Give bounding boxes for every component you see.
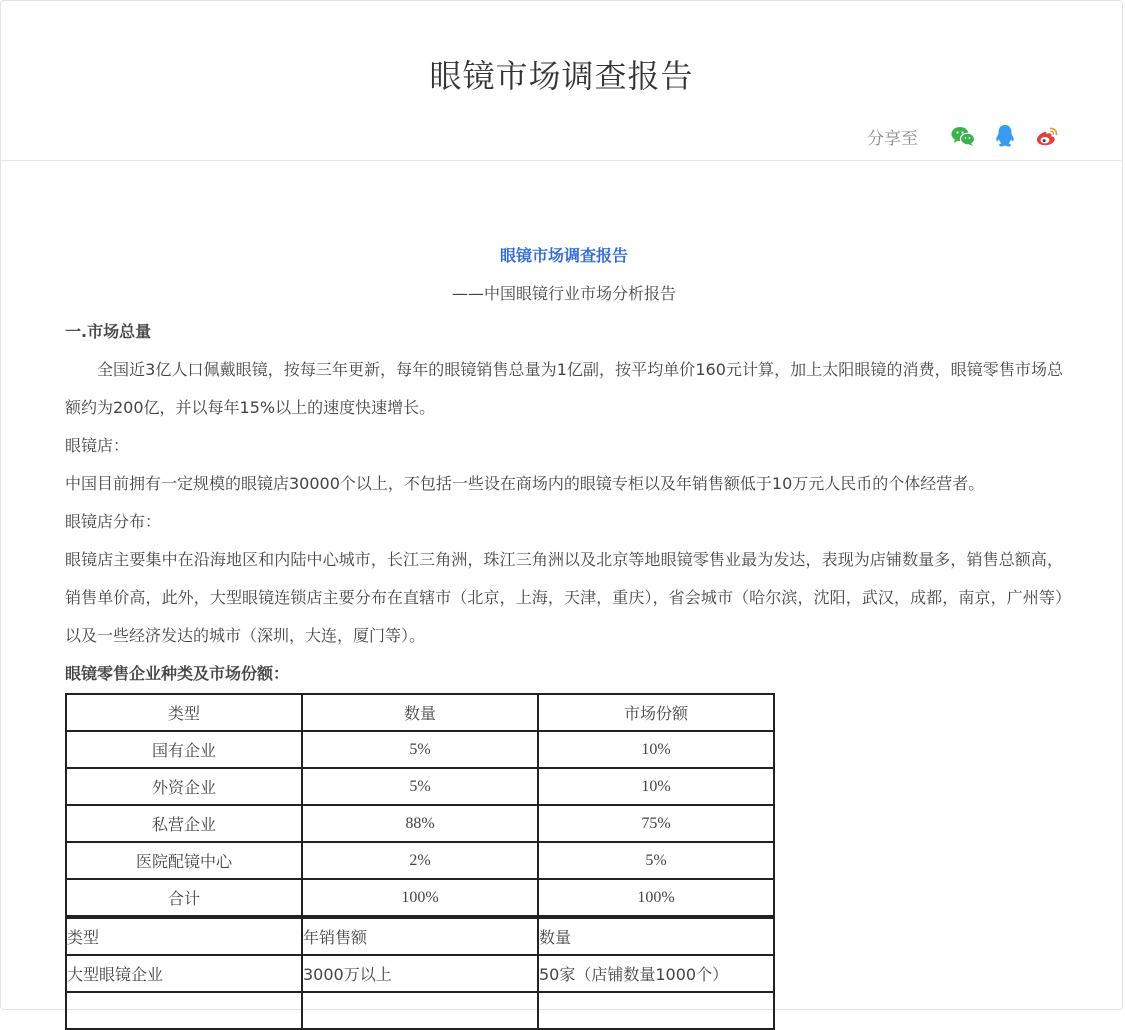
table-header-cell: 类型 xyxy=(66,694,302,731)
paragraph-market-total: 全国近3亿人口佩戴眼镜，按每三年更新，每年的眼镜销售总量为1亿副，按平均单价160元计算，加上太阳眼镜的消费，眼镜零售市场总额约为200亿，并以每年15%以上的速度快速增长。 xyxy=(65,360,1063,417)
table-cell: 100% xyxy=(302,879,538,916)
table-cell: 大型眼镜企业 xyxy=(66,955,302,992)
table-cell: 75% xyxy=(538,805,774,842)
table-cell: 2% xyxy=(302,842,538,879)
table-cell xyxy=(538,992,774,1029)
table-header-cell: 数量 xyxy=(538,918,774,955)
paragraph-stores: 中国目前拥有一定规模的眼镜店30000个以上，不包括一些设在商场内的眼镜专柜以及年销售额低于10万元人民币的个体经营者。 xyxy=(65,474,985,493)
label-distribution: 眼镜店分布： xyxy=(65,512,162,531)
article-body xyxy=(65,237,1063,1030)
label-stores: 眼镜店： xyxy=(65,436,130,455)
table-cell: 88% xyxy=(302,805,538,842)
table-header-cell: 年销售额 xyxy=(302,918,538,955)
table-cell: 国有企业 xyxy=(66,731,302,768)
article-header xyxy=(1,1,1122,161)
table-cell: 合计 xyxy=(66,879,302,916)
table-cell: 私营企业 xyxy=(66,805,302,842)
table-row xyxy=(66,805,774,842)
section-heading-retail-types: 眼镜零售企业种类及市场份额： xyxy=(65,664,290,683)
market-share-table xyxy=(65,693,775,917)
table-header-cell: 类型 xyxy=(66,918,302,955)
table-row xyxy=(66,842,774,879)
table-header-cell: 数量 xyxy=(302,694,538,731)
table-cell: 5% xyxy=(538,842,774,879)
table-row xyxy=(66,768,774,805)
wechat-icon[interactable] xyxy=(950,123,976,149)
weibo-icon[interactable] xyxy=(1034,123,1060,149)
enterprise-size-table xyxy=(65,917,775,1030)
table-cell: 5% xyxy=(302,768,538,805)
article-subtitle: ——中国眼镜行业市场分析报告 xyxy=(451,284,676,303)
table-cell: 100% xyxy=(538,879,774,916)
table-cell: 3000万以上 xyxy=(302,955,538,992)
table-cell: 10% xyxy=(538,768,774,805)
share-label: 分享至 xyxy=(867,128,918,149)
table-cell: 外资企业 xyxy=(66,768,302,805)
table-header-row xyxy=(66,918,774,955)
table-cell xyxy=(302,992,538,1029)
table-cell: 10% xyxy=(538,731,774,768)
section-heading-market-total: 一.市场总量 xyxy=(65,322,152,341)
paragraph-distribution: 眼镜店主要集中在沿海地区和内陆中心城市，长江三角洲，珠江三角洲以及北京等地眼镜零售业最为发达，表现为店铺数量多，销售总额高，销售单价高，此外，大型眼镜连锁店主要分布在直辖市（北京，上海，天津，重庆），省会城市（哈尔滨，沈阳，武汉，成都，南京，广州等）以及一些经济发达的城市（深圳，大连，厦门等）。 xyxy=(65,550,1063,645)
article-title: 眼镜市场调查报告 xyxy=(499,246,628,265)
page-title: 眼镜市场调查报告 xyxy=(429,57,694,95)
share-bar xyxy=(867,123,1060,149)
table-cell xyxy=(66,992,302,1029)
table-row xyxy=(66,879,774,916)
table-cell: 5% xyxy=(302,731,538,768)
table-row xyxy=(66,955,774,992)
table-row xyxy=(66,731,774,768)
table-row xyxy=(66,992,774,1029)
table-header-row xyxy=(66,694,774,731)
table-cell: 医院配镜中心 xyxy=(66,842,302,879)
qq-icon[interactable] xyxy=(992,123,1018,149)
table-cell: 50家（店铺数量1000个） xyxy=(538,955,774,992)
table-header-cell: 市场份额 xyxy=(538,694,774,731)
